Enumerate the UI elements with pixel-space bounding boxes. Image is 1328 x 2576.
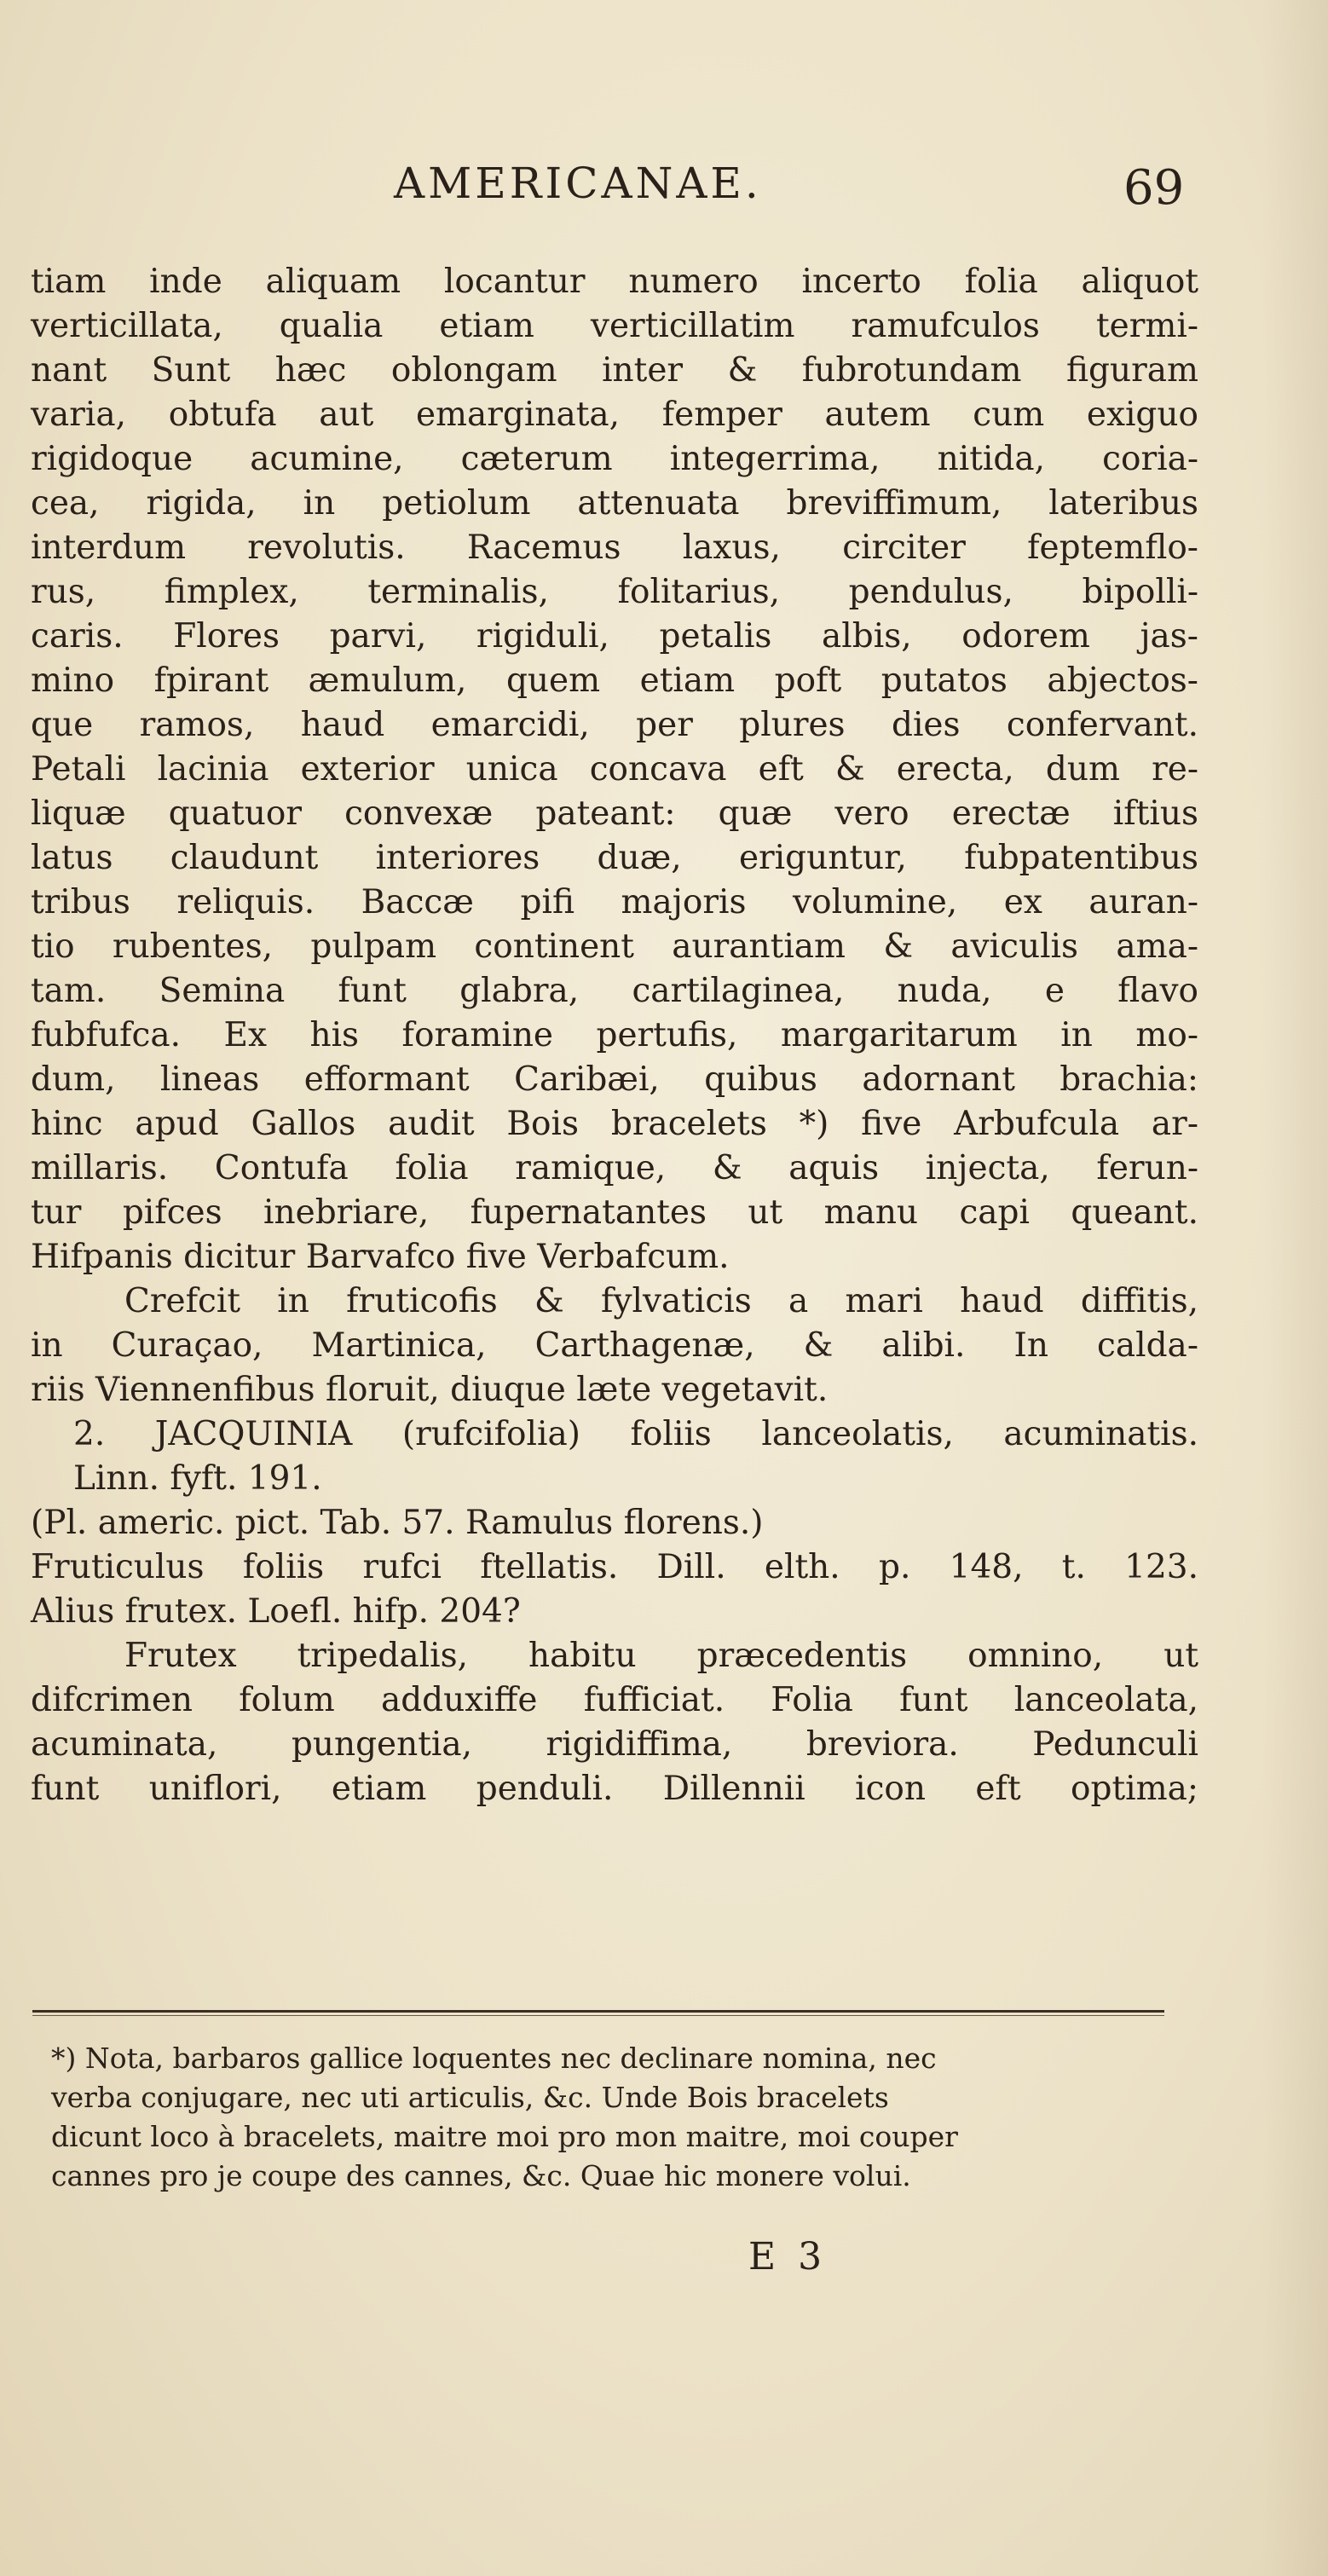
text-line: difcrimen folum adduxiffe fufficiat. Folia funt lanceolata, — [31, 1681, 1198, 1719]
text-line: Petali lacinia exterior unica concava eft & erecta, dum re- — [31, 750, 1198, 788]
text-line: verticillata, qualia etiam verticillatim ramufculos termi- — [31, 307, 1198, 345]
text-line: interdum revolutis. Racemus laxus, circiter feptemflo- — [31, 528, 1198, 567]
body-text — [31, 260, 1198, 1811]
text-line: riis Viennenfibus floruit, diuque læte vegetavit. — [31, 1371, 829, 1409]
page-header — [0, 153, 1328, 230]
species-heading: 2. JACQUINIA (rufcifolia) foliis lanceolatis, acuminatis. — [73, 1415, 1198, 1453]
text-line: Linn. fyft. 191. — [73, 1459, 322, 1498]
text-line: Fruticulus foliis rufci ftellatis. Dill. elth. p. 148, t. 123. — [31, 1548, 1198, 1586]
text-line: in Curaçao, Martinica, Carthagenæ, & alibi. In calda- — [31, 1326, 1198, 1365]
text-line: funt uniflori, etiam penduli. Dillennii icon eft optima; — [31, 1770, 1198, 1808]
footnote-line: verba conjugare, nec uti articulis, &c. Unde Bois bracelets — [51, 2081, 889, 2114]
text-line: (Pl. americ. pict. Tab. 57. Ramulus florens.) — [31, 1504, 764, 1542]
text-line: rigidoque acumine, cæterum integerrima, nitida, coria- — [31, 440, 1198, 478]
text-line: varia, obtufa aut emarginata, femper autem cum exiguo — [31, 396, 1198, 434]
text-line: cea, rigida, in petiolum attenuata breviffimum, lateribus — [31, 484, 1198, 523]
footnote-line: dicunt loco à bracelets, maitre moi pro mon maitre, moi couper — [51, 2120, 958, 2153]
text-line: latus claudunt interiores duæ, eriguntur, fubpatentibus — [31, 839, 1198, 877]
page-number: 69 — [1123, 160, 1185, 216]
page-edge-shading — [1262, 0, 1328, 2576]
footnote-divider — [32, 2010, 1164, 2013]
text-line: fubfufca. Ex his foramine pertufis, margaritarum in mo- — [31, 1016, 1198, 1054]
text-line: tam. Semina funt glabra, cartilaginea, nuda, e flavo — [31, 972, 1198, 1010]
text-line: que ramos, haud emarcidi, per plures dies confervant. — [31, 706, 1198, 744]
text-line: tio rubentes, pulpam continent aurantiam & aviculis ama- — [31, 927, 1198, 966]
text-line: hinc apud Gallos audit Bois bracelets *) five Arbufcula ar- — [31, 1105, 1198, 1143]
footnote-line: cannes pro je coupe des cannes, &c. Quae hic monere volui. — [51, 2159, 911, 2192]
footnote-divider-thin — [32, 2015, 1164, 2016]
text-line: tur pifces inebriare, fupernatantes ut manu capi queant. — [31, 1193, 1198, 1232]
text-line: tiam inde aliquam locantur numero incerto folia aliquot — [31, 263, 1198, 301]
running-title: AMERICANAE. — [394, 159, 762, 208]
text-line: Alius frutex. Loefl. hifp. 204? — [31, 1592, 521, 1631]
footnote — [51, 2039, 1176, 2196]
text-line: Frutex tripedalis, habitu præcedentis omnino, ut — [124, 1637, 1198, 1675]
footnote-line: *) Nota, barbaros gallice loquentes nec declinare nomina, nec — [51, 2042, 937, 2075]
text-line: Crefcit in fruticofis & fylvaticis a mari haud diffitis, — [124, 1282, 1198, 1320]
text-line: nant Sunt hæc oblongam inter & fubrotundam figuram — [31, 351, 1198, 390]
signature-mark: E 3 — [748, 2235, 828, 2279]
text-line: liquæ quatuor convexæ pateant: quæ vero erectæ iftius — [31, 794, 1198, 833]
text-line: caris. Flores parvi, rigiduli, petalis albis, odorem jas- — [31, 617, 1198, 656]
text-line: acuminata, pungentia, rigidiffima, breviora. Pedunculi — [31, 1725, 1198, 1764]
text-line: dum, lineas efformant Caribæi, quibus adornant brachia: — [31, 1060, 1198, 1099]
text-line: millaris. Contufa folia ramique, & aquis injecta, ferun- — [31, 1149, 1198, 1187]
text-line: mino fpirant æmulum, quem etiam poft putatos abjectos- — [31, 661, 1198, 700]
text-line: tribus reliquis. Baccæ pifi majoris volumine, ex auran- — [31, 883, 1198, 921]
text-line: Hifpanis dicitur Barvafco five Verbafcum. — [31, 1238, 730, 1276]
text-line: rus, fimplex, terminalis, folitarius, pendulus, bipolli- — [31, 573, 1198, 611]
